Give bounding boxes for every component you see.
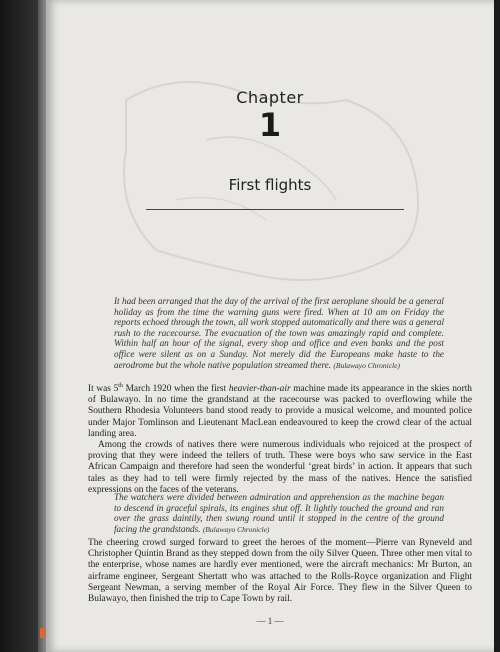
page-number: — 1 —: [256, 616, 284, 626]
body-section-1: [88, 384, 472, 496]
second-quote-text: The watchers were divided between admiration and apprehension as the machine began to descend in graceful spirals, its engines shut off. It lightly touched the ground and ran over the grass daintily, then swung round until it stopped in the centre of the ground facing the grandstands.: [114, 492, 444, 534]
opening-quote-text: It had been arranged that the day of the arrival of the first aeroplane should be a general holiday as from the time the warning guns were fired. When at 10 am on Friday the reports echoed through the town, all work stopped automatically and there was a general rush to the racecourse. The evacuation of the town was amazingly rapid and complete. Within half an hour of the signal, every shop and office and even banks and the post office were silent as on a Sunday. Not merely did the Europeans make haste to the aerodrome but the whole native population streamed there.: [114, 296, 444, 370]
para1-mid: March 1920 when the first: [122, 384, 229, 394]
chapter-title: First flights: [228, 176, 312, 194]
body-section-2: [88, 538, 472, 605]
second-quote-citation: (Bulawayo Chronicle): [202, 524, 270, 534]
background-edge: [494, 0, 500, 652]
para1-emphasis: heavier-than-air: [228, 384, 291, 394]
paragraph-3: The cheering crowd surged forward to greet the heroes of the moment—Pierre van Ryneveld and Christopher Quintin Brand as they stepped down from the oily Silver Queen. Three other men vital to the enterprise, whose names are hardly ever mentioned, were the aircraft mechanics: Mr Burton, an airframe engineer, Sergeant Shertatt who was attached to the Rolls-Royce organization and Flight Sergeant Newman, a serving member of the Royal Air Force. They flew in the Silver Queen to Bulawayo, then finished the trip to Cape Town by rail.: [88, 538, 472, 605]
opening-quote-citation: (Bulawayo Chronicle): [333, 360, 400, 370]
paragraph-1: [88, 384, 472, 440]
title-divider: [146, 209, 404, 210]
book-page: [46, 0, 494, 652]
para1-lead: It was 5: [88, 384, 119, 394]
paragraph-2: Among the crowds of natives there were numerous individuals who rejoiced at the prospect of proving that they were indeed the tellers of truth. These were boys who saw service in the East African Campaign and therefore had seen the wonderful ‘great birds’ in action. It appears that such tales as they had to tell were firmly rejected by the mass of the natives. Hence the satisfied expressions on the faces of the veterans.: [88, 440, 472, 495]
chapter-number: 1: [258, 106, 282, 144]
para1-sup: th: [118, 382, 123, 389]
chapter-label: Chapter: [236, 88, 304, 107]
opening-quote: [114, 296, 444, 371]
second-quote: [114, 492, 444, 535]
para1-rest: machine made its appearance in the skies north of Bulawayo. In no time the grandstand at the racecourse was packed to overflowing while the Southern Rhodesia Volunteers band stood ready to provide a musical welcome, and mounted police under Major Tomlinson and Lieutenant MacLean endeavoured to keep the crowd clear of the actual landing area.: [88, 384, 472, 439]
